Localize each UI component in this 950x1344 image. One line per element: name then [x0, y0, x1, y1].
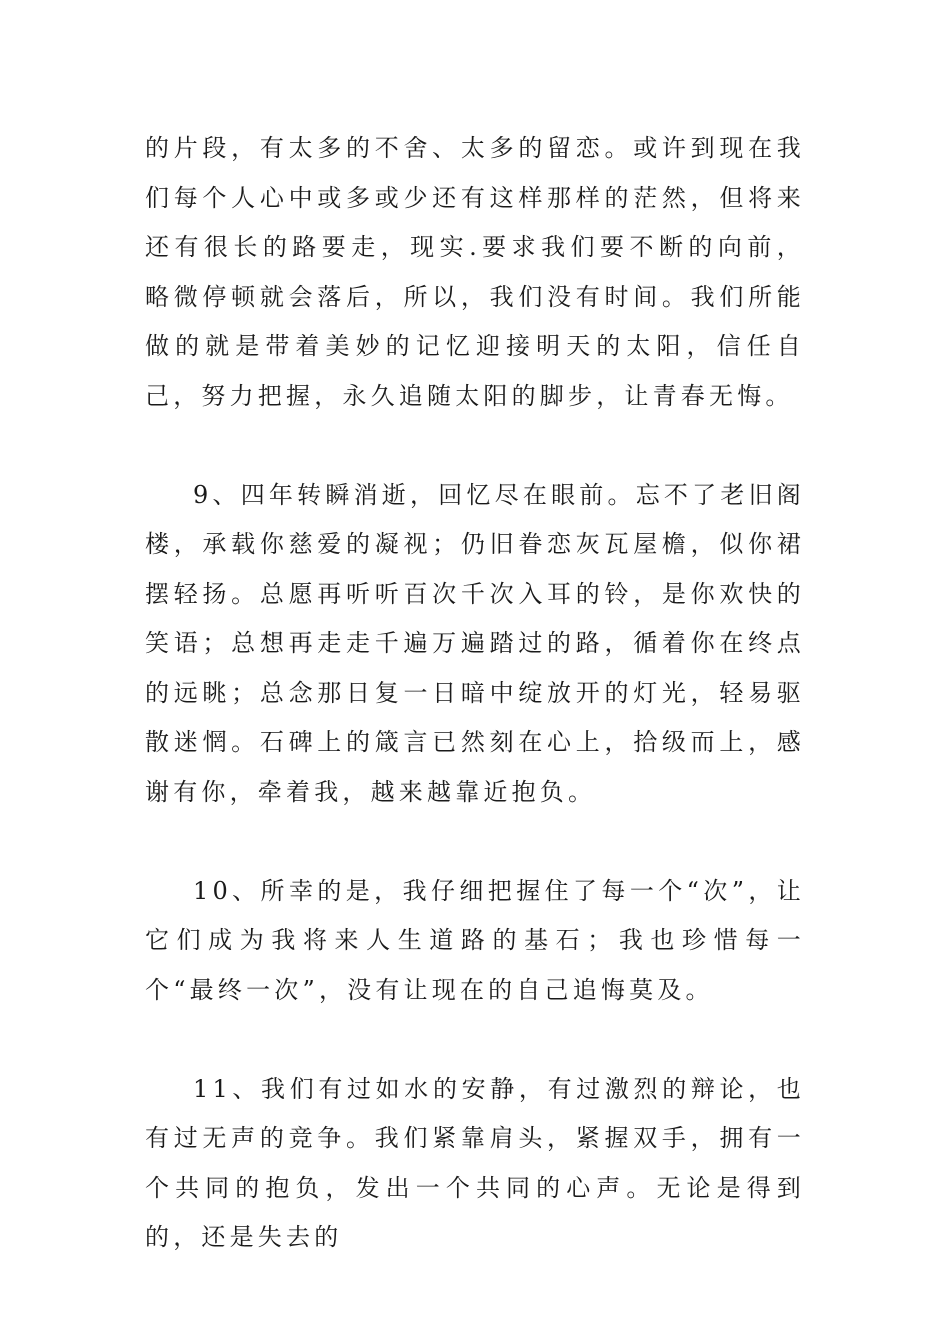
paragraph-item-11: 11、我们有过如水的安静，有过激烈的辩论，也有过无声的竞争。我们紧靠肩头，紧握双手，拥有一个共同的抱负，发出一个共同的心声。无论是得到的，还是失去的	[145, 1074, 805, 1251]
document-body	[145, 124, 805, 1263]
paragraph-item-10: 10、所幸的是，我仔细把握住了每一个“次”，让它们成为我将来人生道路的基石；我也珍惜每一个“最终一次”，没有让现在的自己追悔莫及。	[145, 876, 805, 1004]
paragraph-continuation: 的片段，有太多的不舍、太多的留恋。或许到现在我们每个人心中或多或少还有这样那样的茫然，但将来还有很长的路要走，现实.要求我们要不断的向前，略微停顿就会落后，所以，我们没有时间。我们所能做的就是带着美妙的记忆迎接明天的太阳，信任自己，努力把握，永久追随太阳的脚步，让青春无悔。	[145, 134, 805, 410]
paragraph-item-9: 9、四年转瞬消逝，回忆尽在眼前。忘不了老旧阁楼，承载你慈爱的凝视；仍旧眷恋灰瓦屋檐，似你裙摆轻扬。总愿再听听百次千次入耳的铃，是你欢快的笑语；总想再走走千遍万遍踏过的路，循着你在终点的远眺；总念那日复一日暗中绽放开的灯光，轻易驱散迷惘。石碑上的箴言已然刻在心上，拾级而上，感谢有你，牵着我，越来越靠近抱负。	[145, 480, 805, 806]
